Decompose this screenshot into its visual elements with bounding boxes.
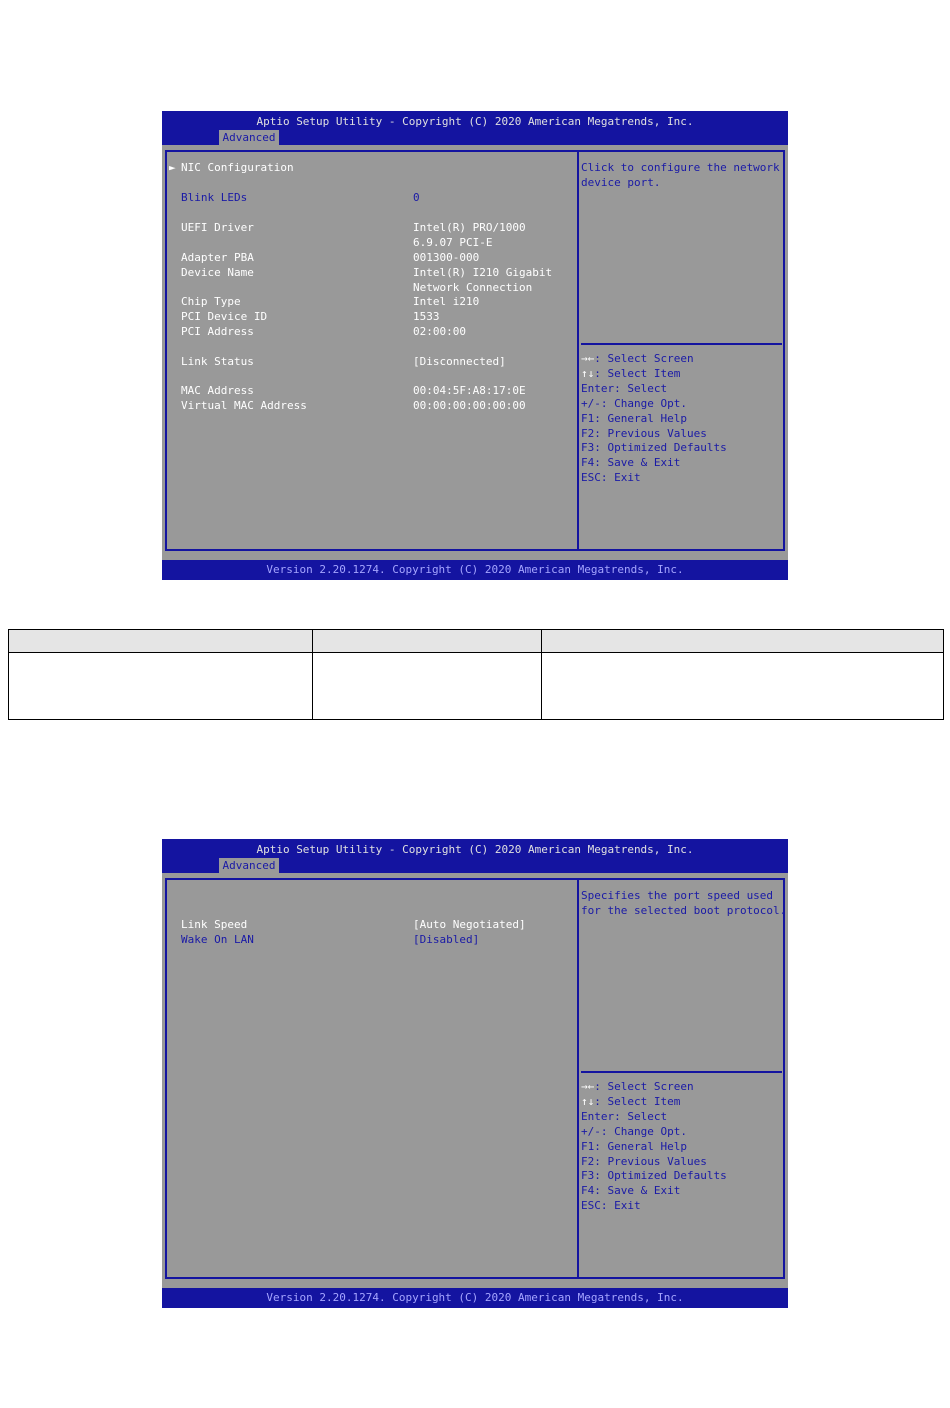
window-title: Aptio Setup Utility - Copyright (C) 2020 American Megatrends, Inc. — [256, 115, 694, 128]
table-header-cell — [542, 630, 944, 653]
tab-advanced[interactable]: Advanced — [219, 130, 279, 145]
description-table — [8, 629, 944, 720]
key-row — [581, 1199, 727, 1214]
key-row — [581, 397, 727, 412]
link-speed-label[interactable]: Link Speed — [181, 918, 248, 931]
content-frame — [165, 150, 785, 551]
divider — [577, 150, 579, 551]
key-name: F4 — [581, 456, 595, 470]
pci-device-id-label: PCI Device ID — [181, 310, 268, 323]
key-name: ESC — [581, 1199, 601, 1213]
key-row — [581, 1110, 727, 1125]
key-row — [581, 367, 727, 382]
footer-version: Version 2.20.1274. Copyright (C) 2020 American Megatrends, Inc. — [162, 560, 788, 580]
bios-screen-nic-info — [162, 111, 788, 580]
key-desc: : Select Item — [594, 1094, 681, 1108]
help-text: Click to configure the network device port. — [581, 161, 780, 189]
key-desc: : Select Screen — [594, 1080, 694, 1093]
link-status-value: [Disconnected] — [413, 355, 506, 368]
key-desc: : Select — [614, 1109, 668, 1123]
key-name: F1 — [581, 411, 595, 425]
key-name: ESC — [581, 471, 601, 485]
key-row — [581, 1169, 727, 1184]
adapter-pba-value: 001300-000 — [413, 251, 480, 264]
key-name: →← — [581, 352, 595, 365]
table-row — [9, 653, 944, 720]
key-name: F3 — [581, 1169, 595, 1183]
key-name: +/- — [581, 396, 601, 410]
device-name-label: Device Name — [181, 266, 254, 279]
device-name-value: Intel(R) I210 Gigabit Network Connection — [413, 266, 553, 294]
pci-address-label: PCI Address — [181, 325, 254, 338]
key-row — [581, 456, 727, 471]
window-title: Aptio Setup Utility - Copyright (C) 2020 American Megatrends, Inc. — [256, 843, 694, 856]
nic-configuration-link[interactable]: NIC Configuration — [181, 161, 294, 174]
pci-device-id-value: 1533 — [413, 310, 440, 323]
key-desc: : Exit — [600, 1199, 641, 1213]
key-desc: : Optimized Defaults — [594, 1169, 727, 1183]
key-desc: : Optimized Defaults — [594, 441, 727, 455]
key-desc: : Change Opt. — [600, 1124, 687, 1138]
key-name: +/- — [581, 1124, 601, 1138]
key-row — [581, 441, 727, 456]
uefi-driver-label: UEFI Driver — [181, 221, 254, 234]
virtual-mac-address-label: Virtual MAC Address — [181, 399, 307, 412]
blink-leds-label[interactable]: Blink LEDs — [181, 191, 248, 204]
chip-type-value: Intel i210 — [413, 295, 480, 308]
help-divider — [581, 1071, 782, 1073]
key-name: F4 — [581, 1184, 595, 1198]
table-header-cell — [9, 630, 313, 653]
mac-address-value: 00:04:5F:A8:17:0E — [413, 384, 526, 397]
virtual-mac-address-value: 00:00:00:00:00:00 — [413, 399, 526, 412]
key-name: ↑↓ — [581, 1094, 595, 1108]
wake-on-lan-label[interactable]: Wake On LAN — [181, 933, 254, 946]
bios-screen-nic-config — [162, 839, 788, 1308]
table-cell — [9, 653, 313, 720]
key-name: F1 — [581, 1139, 595, 1153]
key-desc: : General Help — [594, 411, 687, 425]
key-name: F2 — [581, 426, 595, 440]
pci-address-value: 02:00:00 — [413, 325, 466, 338]
key-row — [581, 1125, 727, 1140]
link-speed-value[interactable]: [Auto Negotiated] — [413, 918, 526, 931]
key-desc: : Previous Values — [594, 426, 707, 440]
key-row — [581, 1080, 727, 1095]
key-name: F2 — [581, 1154, 595, 1168]
link-status-label: Link Status — [181, 355, 254, 368]
chip-type-label: Chip Type — [181, 295, 241, 308]
key-desc: : Exit — [600, 471, 641, 485]
submenu-arrow-icon: ► — [169, 161, 176, 174]
key-desc: : General Help — [594, 1139, 687, 1153]
key-legend — [581, 352, 727, 486]
key-row — [581, 427, 727, 442]
key-desc: : Save & Exit — [594, 456, 681, 470]
key-desc: : Change Opt. — [600, 396, 687, 410]
key-desc: : Previous Values — [594, 1154, 707, 1168]
divider — [577, 878, 579, 1279]
uefi-driver-value: Intel(R) PRO/1000 6.9.07 PCI-E — [413, 221, 526, 249]
wake-on-lan-value[interactable]: [Disabled] — [413, 933, 480, 946]
table-header-cell — [313, 630, 542, 653]
key-row — [581, 382, 727, 397]
key-legend — [581, 1080, 727, 1214]
table-header-row — [9, 630, 944, 653]
key-desc: : Select — [614, 381, 668, 395]
key-row — [581, 412, 727, 427]
key-name: →← — [581, 1080, 595, 1093]
key-row — [581, 471, 727, 486]
mac-address-label: MAC Address — [181, 384, 254, 397]
help-divider — [581, 343, 782, 345]
tab-advanced[interactable]: Advanced — [219, 858, 279, 873]
table-cell — [313, 653, 542, 720]
key-name: F3 — [581, 441, 595, 455]
key-name: Enter — [581, 1109, 615, 1123]
table-cell — [542, 653, 944, 720]
adapter-pba-label: Adapter PBA — [181, 251, 254, 264]
key-desc: : Select Item — [594, 366, 681, 380]
key-name: ↑↓ — [581, 366, 595, 380]
key-name: Enter — [581, 381, 615, 395]
blink-leds-value[interactable]: 0 — [413, 191, 420, 204]
key-row — [581, 352, 727, 367]
key-row — [581, 1155, 727, 1170]
key-row — [581, 1095, 727, 1110]
key-row — [581, 1140, 727, 1155]
key-desc: : Select Screen — [594, 352, 694, 365]
help-text: Specifies the port speed used for the selected boot protocol. — [581, 889, 787, 917]
key-desc: : Save & Exit — [594, 1184, 681, 1198]
key-row — [581, 1184, 727, 1199]
footer-version: Version 2.20.1274. Copyright (C) 2020 American Megatrends, Inc. — [162, 1288, 788, 1308]
